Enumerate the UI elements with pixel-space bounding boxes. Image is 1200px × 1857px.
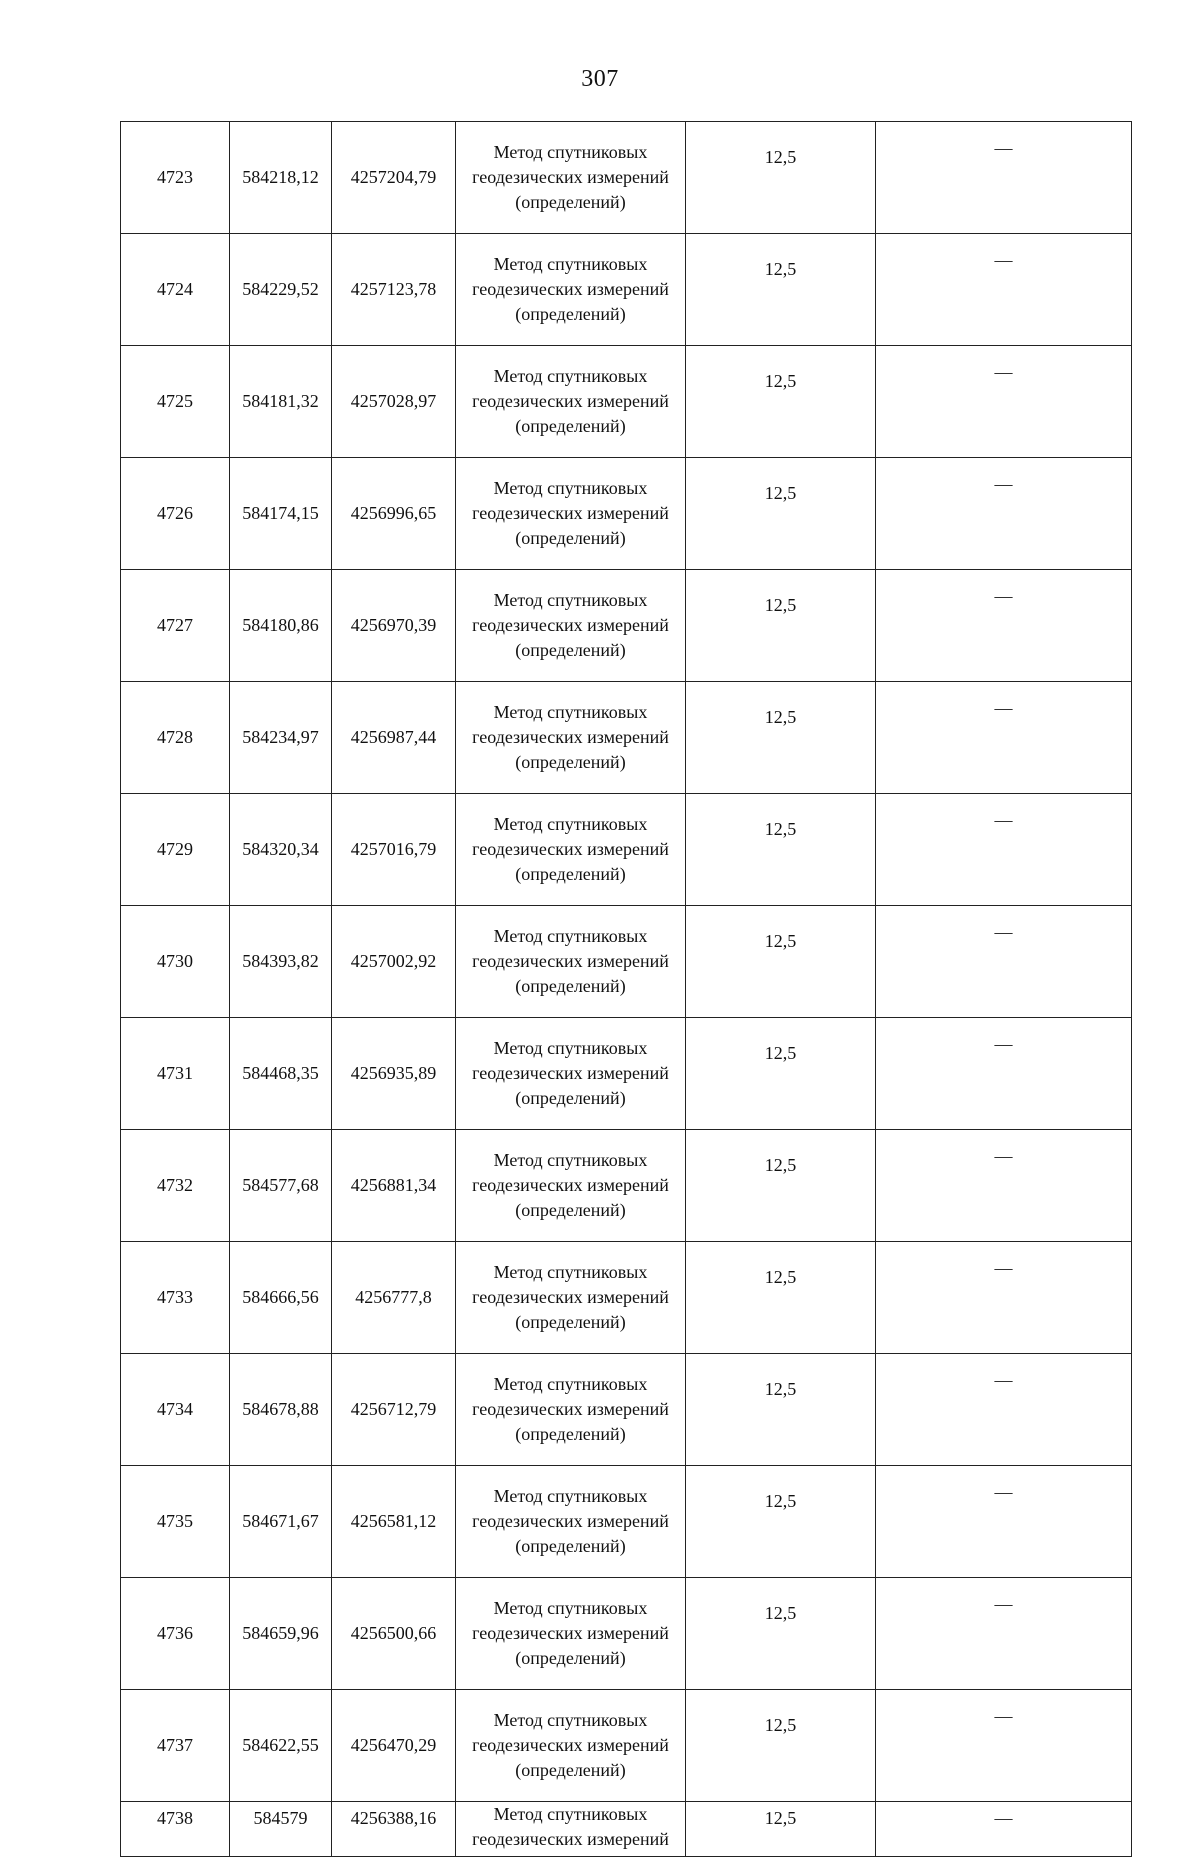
y-coordinate-cell: 4256881,34 bbox=[332, 1130, 456, 1242]
table-row bbox=[121, 1690, 1132, 1802]
method-line: (определений) bbox=[515, 1760, 626, 1780]
y-coordinate-cell: 4256500,66 bbox=[332, 1578, 456, 1690]
method-line: (определений) bbox=[515, 192, 626, 212]
y-coordinate-cell: 4256388,16 bbox=[332, 1802, 456, 1857]
method-line: Метод спутниковых bbox=[493, 1150, 648, 1170]
y-coordinate-cell: 4257204,79 bbox=[332, 122, 456, 234]
coordinates-table-body bbox=[121, 122, 1132, 1857]
method-cell bbox=[456, 1690, 686, 1802]
x-coordinate-cell: 584234,97 bbox=[230, 682, 332, 794]
method-cell bbox=[456, 1578, 686, 1690]
table-row bbox=[121, 1466, 1132, 1578]
method-line: Метод спутниковых bbox=[493, 1262, 648, 1282]
accuracy-cell: 12,5 bbox=[686, 234, 876, 346]
method-line: геодезических измерений bbox=[472, 1287, 669, 1307]
method-line: Метод спутниковых bbox=[493, 1598, 648, 1618]
point-number-cell: 4735 bbox=[121, 1466, 230, 1578]
method-line: геодезических измерений bbox=[472, 391, 669, 411]
point-number-cell: 4734 bbox=[121, 1354, 230, 1466]
method-cell bbox=[456, 1242, 686, 1354]
point-number-cell: 4723 bbox=[121, 122, 230, 234]
method-line: (определений) bbox=[515, 1536, 626, 1556]
note-cell: — bbox=[876, 1130, 1132, 1242]
accuracy-cell: 12,5 bbox=[686, 1354, 876, 1466]
note-cell: — bbox=[876, 570, 1132, 682]
method-cell bbox=[456, 1018, 686, 1130]
y-coordinate-cell: 4256581,12 bbox=[332, 1466, 456, 1578]
method-line: Метод спутниковых bbox=[493, 142, 648, 162]
x-coordinate-cell: 584180,86 bbox=[230, 570, 332, 682]
note-cell: — bbox=[876, 122, 1132, 234]
coordinates-table bbox=[120, 121, 1132, 1857]
table-row bbox=[121, 122, 1132, 234]
x-coordinate-cell: 584174,15 bbox=[230, 458, 332, 570]
note-cell: — bbox=[876, 1242, 1132, 1354]
method-line: геодезических измерений bbox=[472, 279, 669, 299]
y-coordinate-cell: 4256987,44 bbox=[332, 682, 456, 794]
table-row bbox=[121, 1130, 1132, 1242]
method-cell bbox=[456, 1130, 686, 1242]
method-cell bbox=[456, 122, 686, 234]
note-cell: — bbox=[876, 1802, 1132, 1857]
accuracy-cell: 12,5 bbox=[686, 1018, 876, 1130]
y-coordinate-cell: 4256712,79 bbox=[332, 1354, 456, 1466]
note-cell: — bbox=[876, 1018, 1132, 1130]
point-number-cell: 4726 bbox=[121, 458, 230, 570]
y-coordinate-cell: 4256996,65 bbox=[332, 458, 456, 570]
method-line: Метод спутниковых bbox=[493, 1374, 648, 1394]
table-row bbox=[121, 1578, 1132, 1690]
table-row bbox=[121, 1018, 1132, 1130]
point-number-cell: 4729 bbox=[121, 794, 230, 906]
method-line: (определений) bbox=[515, 752, 626, 772]
method-line: (определений) bbox=[515, 1648, 626, 1668]
method-line: (определений) bbox=[515, 1424, 626, 1444]
method-line: геодезических измерений bbox=[472, 1511, 669, 1531]
method-line: Метод спутниковых bbox=[493, 1710, 648, 1730]
y-coordinate-cell: 4257123,78 bbox=[332, 234, 456, 346]
note-cell: — bbox=[876, 458, 1132, 570]
x-coordinate-cell: 584666,56 bbox=[230, 1242, 332, 1354]
point-number-cell: 4738 bbox=[121, 1802, 230, 1857]
method-cell bbox=[456, 1354, 686, 1466]
table-row bbox=[121, 906, 1132, 1018]
method-cell bbox=[456, 794, 686, 906]
table-row bbox=[121, 1354, 1132, 1466]
method-line: Метод спутниковых bbox=[493, 590, 648, 610]
note-cell: — bbox=[876, 1354, 1132, 1466]
x-coordinate-cell: 584468,35 bbox=[230, 1018, 332, 1130]
x-coordinate-cell: 584622,55 bbox=[230, 1690, 332, 1802]
method-line: Метод спутниковых bbox=[493, 814, 648, 834]
y-coordinate-cell: 4256935,89 bbox=[332, 1018, 456, 1130]
y-coordinate-cell: 4257002,92 bbox=[332, 906, 456, 1018]
method-line: (определений) bbox=[515, 976, 626, 996]
method-line: геодезических измерений bbox=[472, 1735, 669, 1755]
method-line: геодезических измерений bbox=[472, 615, 669, 635]
x-coordinate-cell: 584659,96 bbox=[230, 1578, 332, 1690]
accuracy-cell: 12,5 bbox=[686, 794, 876, 906]
method-line: Метод спутниковых bbox=[493, 702, 648, 722]
method-line: (определений) bbox=[515, 1088, 626, 1108]
point-number-cell: 4728 bbox=[121, 682, 230, 794]
y-coordinate-cell: 4256470,29 bbox=[332, 1690, 456, 1802]
accuracy-cell: 12,5 bbox=[686, 346, 876, 458]
table-row bbox=[121, 794, 1132, 906]
point-number-cell: 4730 bbox=[121, 906, 230, 1018]
x-coordinate-cell: 584320,34 bbox=[230, 794, 332, 906]
method-line: (определений) bbox=[515, 1312, 626, 1332]
method-line: геодезических измерений bbox=[472, 951, 669, 971]
x-coordinate-cell: 584579 bbox=[230, 1802, 332, 1857]
note-cell: — bbox=[876, 906, 1132, 1018]
point-number-cell: 4737 bbox=[121, 1690, 230, 1802]
method-line: (определений) bbox=[515, 864, 626, 884]
method-line: (определений) bbox=[515, 416, 626, 436]
method-line: геодезических измерений bbox=[472, 839, 669, 859]
x-coordinate-cell: 584181,32 bbox=[230, 346, 332, 458]
table-row bbox=[121, 1242, 1132, 1354]
table-row bbox=[121, 234, 1132, 346]
x-coordinate-cell: 584671,67 bbox=[230, 1466, 332, 1578]
accuracy-cell: 12,5 bbox=[686, 682, 876, 794]
y-coordinate-cell: 4257028,97 bbox=[332, 346, 456, 458]
page-number: 307 bbox=[581, 66, 619, 92]
table-row bbox=[121, 682, 1132, 794]
note-cell: — bbox=[876, 794, 1132, 906]
note-cell: — bbox=[876, 234, 1132, 346]
method-line: геодезических измерений bbox=[472, 727, 669, 747]
method-line: (определений) bbox=[515, 528, 626, 548]
method-line: (определений) bbox=[515, 304, 626, 324]
accuracy-cell: 12,5 bbox=[686, 122, 876, 234]
method-cell bbox=[456, 570, 686, 682]
note-cell: — bbox=[876, 682, 1132, 794]
method-cell bbox=[456, 1802, 686, 1857]
x-coordinate-cell: 584229,52 bbox=[230, 234, 332, 346]
point-number-cell: 4732 bbox=[121, 1130, 230, 1242]
method-cell bbox=[456, 682, 686, 794]
method-cell bbox=[456, 906, 686, 1018]
method-line: (определений) bbox=[515, 1200, 626, 1220]
point-number-cell: 4725 bbox=[121, 346, 230, 458]
method-line: геодезических измерений bbox=[472, 503, 669, 523]
table-row bbox=[121, 346, 1132, 458]
method-line: Метод спутниковых bbox=[493, 478, 648, 498]
method-line: Метод спутниковых bbox=[493, 1038, 648, 1058]
method-line: геодезических измерений bbox=[472, 1399, 669, 1419]
table-row bbox=[121, 1802, 1132, 1857]
y-coordinate-cell: 4256970,39 bbox=[332, 570, 456, 682]
accuracy-cell: 12,5 bbox=[686, 906, 876, 1018]
table-row bbox=[121, 570, 1132, 682]
method-line: геодезических измерений bbox=[472, 1623, 669, 1643]
method-line: Метод спутниковых bbox=[493, 1804, 648, 1824]
note-cell: — bbox=[876, 1690, 1132, 1802]
method-line: геодезических измерений bbox=[472, 1063, 669, 1083]
method-line: геодезических измерений bbox=[472, 1829, 669, 1849]
table-row bbox=[121, 458, 1132, 570]
accuracy-cell: 12,5 bbox=[686, 1802, 876, 1857]
accuracy-cell: 12,5 bbox=[686, 1578, 876, 1690]
point-number-cell: 4724 bbox=[121, 234, 230, 346]
method-cell bbox=[456, 1466, 686, 1578]
accuracy-cell: 12,5 bbox=[686, 1466, 876, 1578]
note-cell: — bbox=[876, 1466, 1132, 1578]
x-coordinate-cell: 584393,82 bbox=[230, 906, 332, 1018]
accuracy-cell: 12,5 bbox=[686, 570, 876, 682]
method-line: Метод спутниковых bbox=[493, 926, 648, 946]
x-coordinate-cell: 584577,68 bbox=[230, 1130, 332, 1242]
note-cell: — bbox=[876, 346, 1132, 458]
x-coordinate-cell: 584218,12 bbox=[230, 122, 332, 234]
accuracy-cell: 12,5 bbox=[686, 1130, 876, 1242]
accuracy-cell: 12,5 bbox=[686, 1690, 876, 1802]
note-cell: — bbox=[876, 1578, 1132, 1690]
method-cell bbox=[456, 234, 686, 346]
method-line: Метод спутниковых bbox=[493, 366, 648, 386]
method-cell bbox=[456, 346, 686, 458]
accuracy-cell: 12,5 bbox=[686, 1242, 876, 1354]
point-number-cell: 4731 bbox=[121, 1018, 230, 1130]
method-cell bbox=[456, 458, 686, 570]
point-number-cell: 4736 bbox=[121, 1578, 230, 1690]
method-line: геодезических измерений bbox=[472, 1175, 669, 1195]
point-number-cell: 4733 bbox=[121, 1242, 230, 1354]
y-coordinate-cell: 4256777,8 bbox=[332, 1242, 456, 1354]
point-number-cell: 4727 bbox=[121, 570, 230, 682]
y-coordinate-cell: 4257016,79 bbox=[332, 794, 456, 906]
method-line: (определений) bbox=[515, 640, 626, 660]
method-line: Метод спутниковых bbox=[493, 1486, 648, 1506]
method-line: Метод спутниковых bbox=[493, 254, 648, 274]
accuracy-cell: 12,5 bbox=[686, 458, 876, 570]
x-coordinate-cell: 584678,88 bbox=[230, 1354, 332, 1466]
method-line: геодезических измерений bbox=[472, 167, 669, 187]
